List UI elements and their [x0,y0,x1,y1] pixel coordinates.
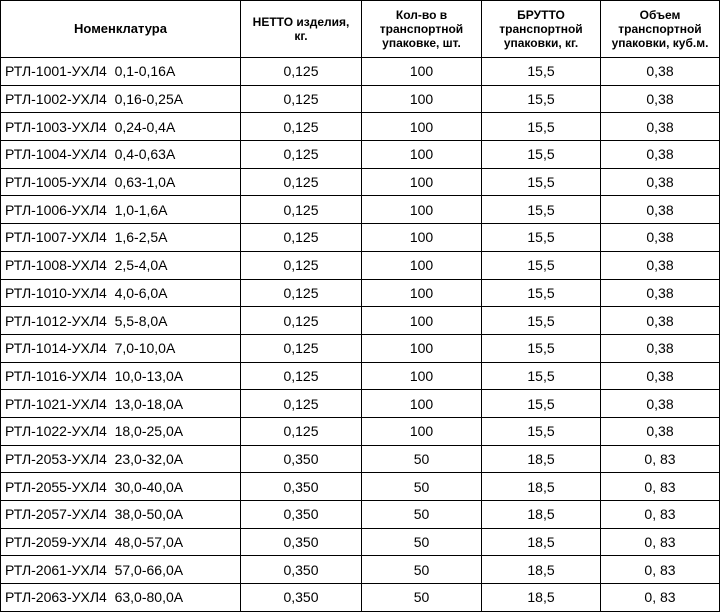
cell-net-weight: 0,125 [241,334,362,362]
cell-nomenclature: РТЛ-1003-УХЛ4 0,24-0,4А [1,113,241,141]
cell-package-volume: 0, 83 [601,584,720,612]
cell-nomenclature: РТЛ-1004-УХЛ4 0,4-0,63А [1,141,241,169]
cell-nomenclature: РТЛ-2063-УХЛ4 63,0-80,0А [1,584,241,612]
cell-net-weight: 0,125 [241,113,362,141]
table-row [1,417,720,445]
cell-gross-weight: 15,5 [482,58,601,86]
cell-gross-weight: 18,5 [482,473,601,501]
cell-package-quantity: 100 [362,362,482,390]
cell-package-quantity: 100 [362,307,482,335]
cell-nomenclature: РТЛ-1007-УХЛ4 1,6-2,5А [1,224,241,252]
table-row [1,196,720,224]
cell-package-volume: 0,38 [601,113,720,141]
cell-gross-weight: 15,5 [482,251,601,279]
cell-net-weight: 0,125 [241,307,362,335]
cell-package-quantity: 100 [362,58,482,86]
header-gross-weight: БРУТТО транспортной упаковки, кг. [482,1,601,58]
table-row [1,58,720,86]
cell-gross-weight: 15,5 [482,390,601,418]
cell-net-weight: 0,350 [241,556,362,584]
cell-nomenclature: РТЛ-1008-УХЛ4 2,5-4,0А [1,251,241,279]
cell-package-quantity: 50 [362,501,482,529]
header-net-weight: НЕТТО изделия, кг. [241,1,362,58]
cell-package-volume: 0,38 [601,334,720,362]
cell-package-volume: 0, 83 [601,528,720,556]
cell-nomenclature: РТЛ-2055-УХЛ4 30,0-40,0А [1,473,241,501]
cell-nomenclature: РТЛ-2061-УХЛ4 57,0-66,0А [1,556,241,584]
cell-package-quantity: 50 [362,556,482,584]
table-row [1,501,720,529]
cell-package-quantity: 100 [362,417,482,445]
cell-package-volume: 0,38 [601,141,720,169]
table-header [1,1,720,58]
cell-gross-weight: 18,5 [482,528,601,556]
cell-nomenclature: РТЛ-1012-УХЛ4 5,5-8,0А [1,307,241,335]
cell-net-weight: 0,125 [241,168,362,196]
cell-nomenclature: РТЛ-1005-УХЛ4 0,63-1,0А [1,168,241,196]
cell-package-quantity: 50 [362,445,482,473]
cell-package-quantity: 100 [362,168,482,196]
cell-nomenclature: РТЛ-1022-УХЛ4 18,0-25,0А [1,417,241,445]
cell-net-weight: 0,350 [241,473,362,501]
cell-nomenclature: РТЛ-1006-УХЛ4 1,0-1,6А [1,196,241,224]
cell-gross-weight: 15,5 [482,362,601,390]
cell-net-weight: 0,125 [241,224,362,252]
header-row [1,1,720,58]
cell-gross-weight: 15,5 [482,307,601,335]
cell-nomenclature: РТЛ-1001-УХЛ4 0,1-0,16А [1,58,241,86]
table-row [1,307,720,335]
cell-nomenclature: РТЛ-1014-УХЛ4 7,0-10,0А [1,334,241,362]
cell-package-quantity: 100 [362,224,482,252]
cell-package-quantity: 100 [362,279,482,307]
cell-package-quantity: 50 [362,584,482,612]
cell-net-weight: 0,125 [241,390,362,418]
header-package-quantity: Кол-во в транспортной упаковке, шт. [362,1,482,58]
cell-gross-weight: 15,5 [482,168,601,196]
cell-package-quantity: 50 [362,473,482,501]
table-row [1,168,720,196]
cell-package-volume: 0,38 [601,251,720,279]
cell-package-quantity: 100 [362,334,482,362]
table-row [1,279,720,307]
cell-net-weight: 0,125 [241,362,362,390]
cell-gross-weight: 15,5 [482,279,601,307]
cell-package-volume: 0,38 [601,390,720,418]
cell-net-weight: 0,125 [241,251,362,279]
table-row [1,390,720,418]
cell-nomenclature: РТЛ-1002-УХЛ4 0,16-0,25А [1,85,241,113]
cell-package-volume: 0, 83 [601,556,720,584]
table-row [1,224,720,252]
cell-package-volume: 0, 83 [601,445,720,473]
table-row [1,473,720,501]
cell-nomenclature: РТЛ-2059-УХЛ4 48,0-57,0А [1,528,241,556]
cell-gross-weight: 18,5 [482,556,601,584]
cell-gross-weight: 15,5 [482,113,601,141]
cell-gross-weight: 18,5 [482,501,601,529]
cell-gross-weight: 18,5 [482,445,601,473]
cell-package-volume: 0,38 [601,417,720,445]
cell-net-weight: 0,125 [241,196,362,224]
cell-nomenclature: РТЛ-1021-УХЛ4 13,0-18,0А [1,390,241,418]
cell-package-volume: 0,38 [601,307,720,335]
cell-package-volume: 0,38 [601,168,720,196]
table-body [1,58,720,612]
cell-net-weight: 0,125 [241,58,362,86]
table-row [1,113,720,141]
cell-nomenclature: РТЛ-2053-УХЛ4 23,0-32,0А [1,445,241,473]
table-row [1,528,720,556]
table-row [1,141,720,169]
cell-net-weight: 0,350 [241,584,362,612]
table-row [1,334,720,362]
header-package-volume: Объем транспортной упаковки, куб.м. [601,1,720,58]
cell-package-quantity: 100 [362,113,482,141]
cell-gross-weight: 15,5 [482,334,601,362]
cell-nomenclature: РТЛ-1016-УХЛ4 10,0-13,0А [1,362,241,390]
cell-gross-weight: 15,5 [482,417,601,445]
table-row [1,85,720,113]
cell-nomenclature: РТЛ-1010-УХЛ4 4,0-6,0А [1,279,241,307]
cell-net-weight: 0,125 [241,141,362,169]
cell-gross-weight: 15,5 [482,141,601,169]
cell-package-volume: 0,38 [601,224,720,252]
cell-gross-weight: 15,5 [482,196,601,224]
table-row [1,556,720,584]
cell-package-quantity: 100 [362,141,482,169]
cell-package-quantity: 100 [362,251,482,279]
cell-gross-weight: 18,5 [482,584,601,612]
cell-nomenclature: РТЛ-2057-УХЛ4 38,0-50,0А [1,501,241,529]
cell-package-volume: 0, 83 [601,501,720,529]
cell-net-weight: 0,125 [241,417,362,445]
table-row [1,584,720,612]
cell-net-weight: 0,350 [241,501,362,529]
cell-package-quantity: 100 [362,390,482,418]
cell-package-volume: 0,38 [601,85,720,113]
cell-package-quantity: 50 [362,528,482,556]
cell-net-weight: 0,350 [241,528,362,556]
cell-package-volume: 0,38 [601,362,720,390]
cell-net-weight: 0,125 [241,279,362,307]
header-nomenclature: Номенклатура [1,1,241,58]
cell-net-weight: 0,125 [241,85,362,113]
cell-package-volume: 0,38 [601,196,720,224]
cell-package-quantity: 100 [362,85,482,113]
cell-net-weight: 0,350 [241,445,362,473]
cell-package-volume: 0,38 [601,279,720,307]
table-row [1,445,720,473]
cell-package-volume: 0,38 [601,58,720,86]
cell-package-quantity: 100 [362,196,482,224]
cell-gross-weight: 15,5 [482,85,601,113]
table-row [1,251,720,279]
cell-package-volume: 0, 83 [601,473,720,501]
table-row [1,362,720,390]
cell-gross-weight: 15,5 [482,224,601,252]
